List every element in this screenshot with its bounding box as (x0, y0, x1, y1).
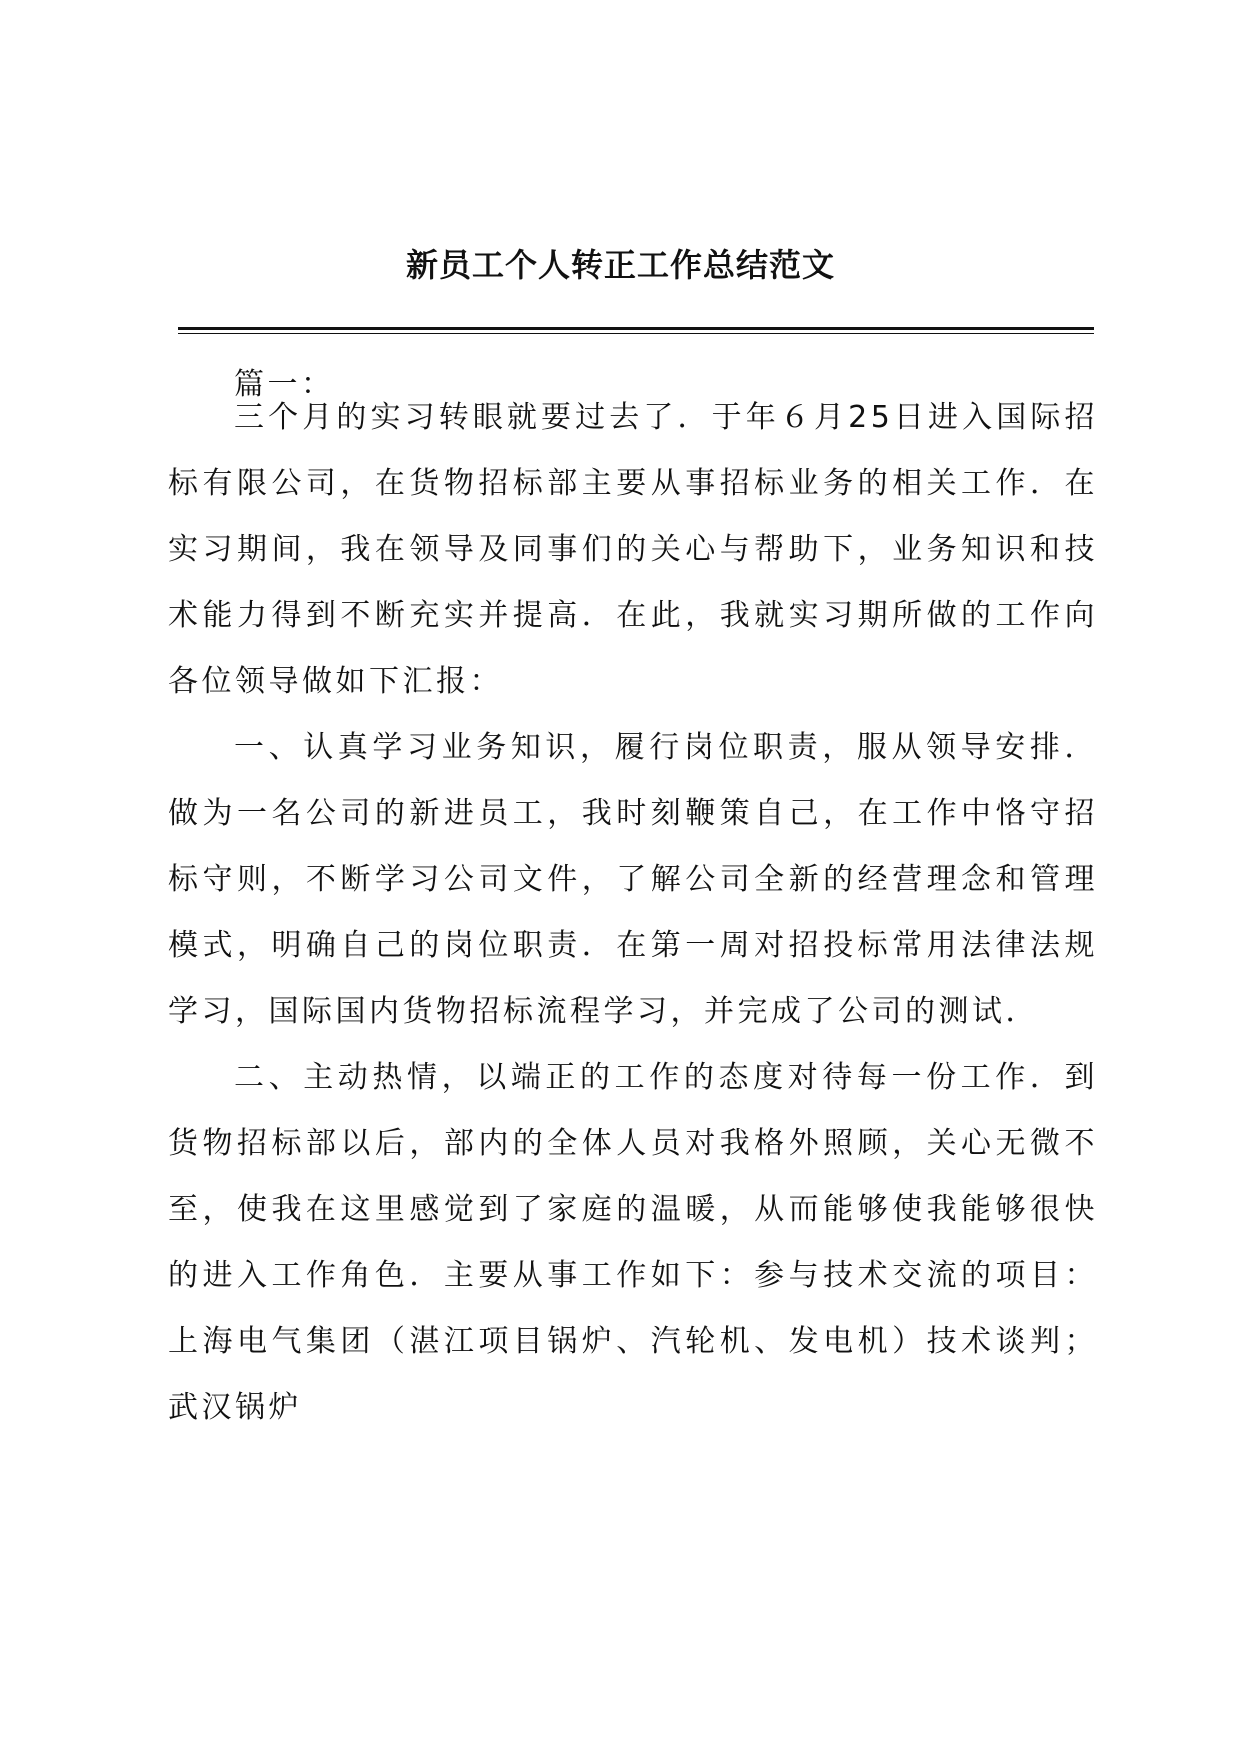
paragraph-block-1 (168, 385, 1098, 715)
paragraph-block-2 (168, 715, 1098, 1045)
paragraph: 一、认真学习业务知识，履行岗位职责，服从领导安排．做为一名公司的新进员工，我时刻鞭策自己，在工作中恪守招标守则，不断学习公司文件，了解公司全新的经营理念和管理模式，明确自己的岗位职责．在第一周对招投标常用法律法规学习，国际国内货物招标流程学习，并完成了公司的测试． (168, 730, 1098, 1029)
section-label: 篇一： (234, 367, 335, 402)
paragraph: 三个月的实习转眼就要过去了．于年６月25日进入国际招标有限公司，在货物招标部主要从事招标业务的相关工作．在实习期间，我在领导及同事们的关心与帮助下，业务知识和技术能力得到不断充实并提高．在此，我就实习期所做的工作向各位领导做如下汇报： (168, 400, 1098, 699)
paragraph-block-3 (168, 1045, 1098, 1441)
paragraph: 二、主动热情，以端正的工作的态度对待每一份工作．到货物招标部以后，部内的全体人员对我格外照顾，关心无微不至，使我在这里感觉到了家庭的温暖，从而能够使我能够很快的进入工作角色．主要从事工作如下：参与技术交流的项目：上海电气集团（湛江项目锅炉、汽轮机、发电机）技术谈判；武汉锅炉 (168, 1060, 1098, 1425)
document-title: 新员工个人转正工作总结范文 (405, 246, 835, 284)
title-rule-thin (178, 333, 1094, 334)
title-rule-thick (178, 327, 1094, 330)
